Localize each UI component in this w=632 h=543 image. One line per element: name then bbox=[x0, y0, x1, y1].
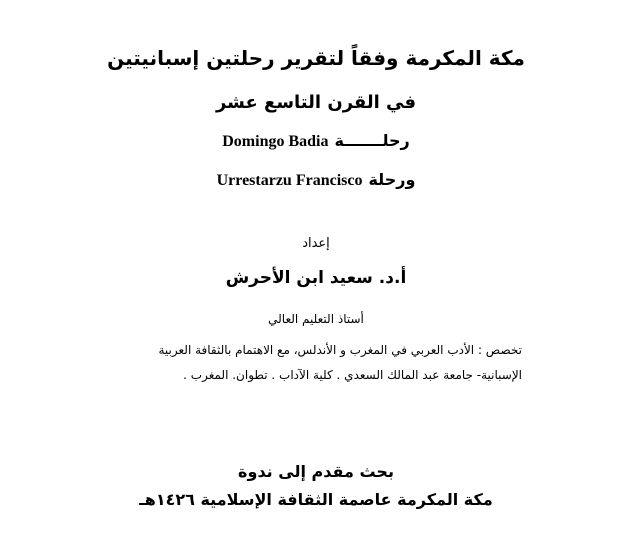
trip-1-line bbox=[0, 131, 632, 151]
footer-line-1: بحث مقدم إلى ندوة bbox=[238, 462, 394, 481]
specialization-line-2: الإسبانية- جامعة عبد المالك السعدي . كلية الآداب . تطوان. المغرب . bbox=[183, 368, 522, 382]
title-line-2: في القرن التاسع عشر bbox=[215, 92, 417, 113]
footer-line-2: مكة المكرمة عاصمة الثقافة الإسلامية ١٤٢٦هـ bbox=[139, 490, 493, 509]
prepared-by: إعداد bbox=[302, 236, 330, 251]
trip-1-prefix: رحلـــــــة bbox=[334, 131, 410, 150]
author-title: أستاذ التعليم العالي bbox=[268, 312, 364, 326]
trip-2-name: Urrestarzu Francisco bbox=[216, 172, 363, 189]
author-name: أ.د. سعيد ابن الأحرش bbox=[225, 268, 407, 288]
trip-1-name: Domingo Badia bbox=[222, 133, 329, 150]
title-line-1: مكة المكرمة وفقاً لتقرير رحلتين إسبانيتين bbox=[107, 46, 525, 70]
specialization-line-1: تخصص : الأدب العربي في المغرب و الأندلس، مع الاهتمام بالثقافة العربية bbox=[158, 343, 522, 357]
trip-2-prefix: ورحلة bbox=[368, 170, 416, 189]
trip-2-line bbox=[0, 170, 632, 190]
